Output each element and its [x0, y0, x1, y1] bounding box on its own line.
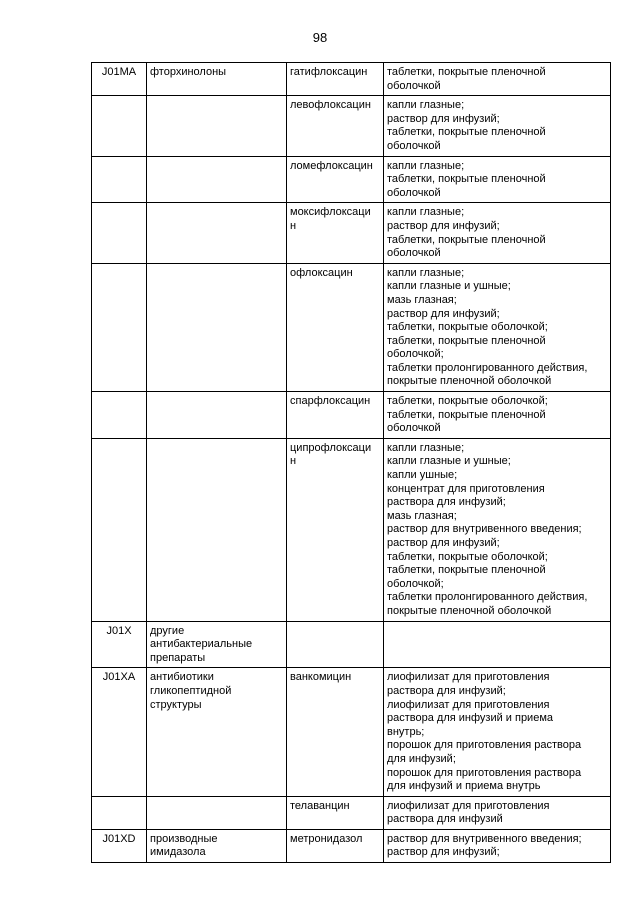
- table-row: [92, 829, 611, 862]
- dosage-forms-cell: [384, 796, 611, 829]
- dosage-form-line: раствора для инфузий и приема: [387, 712, 554, 725]
- dosage-form-line: раствор для внутривенного введения;: [387, 523, 582, 536]
- dosage-form-line: раствор для инфузий;: [387, 537, 500, 549]
- dosage-forms-cell: [384, 829, 611, 862]
- table-row: [92, 63, 611, 96]
- atc-code-cell: [92, 203, 147, 263]
- dosage-form-line: капли глазные;: [387, 159, 465, 172]
- dosage-form-line: капли глазные и ушные;: [387, 455, 511, 468]
- drug-name-cell: [287, 829, 384, 862]
- dosage-form-line: для инфузий и приема внутрь: [387, 780, 541, 793]
- dosage-form-line: для инфузий;: [387, 752, 456, 765]
- drug-name-line: офлоксацин: [290, 266, 353, 279]
- dosage-form-line: оболочкой;: [387, 577, 444, 590]
- dosage-form-line: оболочкой;: [387, 348, 444, 361]
- dosage-form-line: таблетки, покрытые пленочной: [387, 334, 546, 347]
- drug-name-cell: [287, 63, 384, 96]
- drug-name-line: н: [290, 455, 297, 468]
- dosage-forms-cell: [384, 203, 611, 263]
- dosage-form-line: раствор для инфузий;: [387, 219, 500, 232]
- dosage-form-line: таблетки, покрытые оболочкой;: [387, 395, 548, 408]
- dosage-form-line: раствор для инфузий;: [387, 846, 500, 859]
- dosage-forms-cell: [384, 263, 611, 391]
- dosage-form-line: оболочкой: [387, 186, 441, 199]
- dosage-form-line: мазь глазная;: [387, 509, 457, 522]
- drug-name-cell: [287, 621, 384, 668]
- dosage-form-line: покрытые пленочной оболочкой: [387, 604, 552, 617]
- table-row: [92, 263, 611, 391]
- dosage-form-line: внутрь;: [387, 725, 425, 738]
- dosage-form-line: концентрат для приготовления: [387, 482, 545, 495]
- drug-name-cell: [287, 96, 384, 156]
- table-row: [92, 668, 611, 796]
- dosage-form-line: лиофилизат для приготовления: [387, 799, 550, 812]
- dosage-form-line: мазь глазная;: [387, 293, 457, 306]
- group-line: структуры: [150, 698, 202, 711]
- dosage-form-line: таблетки, покрытые оболочкой;: [387, 550, 548, 563]
- dosage-form-line: раствор для инфузий;: [387, 307, 500, 320]
- dosage-form-line: таблетки, покрытые пленочной: [387, 66, 546, 78]
- dosage-form-line: таблетки, покрытые пленочной: [387, 126, 546, 139]
- dosage-form-line: оболочкой: [387, 79, 441, 92]
- table-row: [92, 621, 611, 668]
- table-body: [92, 63, 611, 863]
- group-line: производные: [150, 832, 218, 845]
- dosage-form-line: оболочкой: [387, 247, 441, 260]
- group-line: фторхинолоны: [150, 66, 227, 78]
- drug-name-cell: [287, 438, 384, 621]
- group-cell: [147, 829, 287, 862]
- atc-code-cell: [92, 438, 147, 621]
- group-line: препараты: [150, 651, 206, 664]
- group-line: антибиотики: [150, 671, 214, 684]
- dosage-forms-cell: [384, 668, 611, 796]
- dosage-forms-cell: [384, 156, 611, 203]
- drug-table: [91, 62, 611, 863]
- group-cell: [147, 96, 287, 156]
- dosage-forms-cell: [384, 438, 611, 621]
- drug-name-line: ломефлоксацин: [290, 159, 373, 172]
- group-line: другие: [150, 624, 185, 637]
- dosage-form-line: таблетки пролонгированного действия,: [387, 361, 588, 374]
- dosage-forms-cell: [384, 621, 611, 668]
- table-row: [92, 203, 611, 263]
- drug-name-cell: [287, 668, 384, 796]
- drug-name-line: спарфлоксацин: [290, 395, 371, 408]
- atc-code-cell: [92, 392, 147, 439]
- dosage-form-line: покрытые пленочной оболочкой: [387, 375, 552, 388]
- atc-code-cell: [92, 263, 147, 391]
- page-number: 98: [312, 30, 328, 45]
- drug-name-cell: [287, 156, 384, 203]
- atc-code-cell: [92, 156, 147, 203]
- drug-name-line: телаванцин: [290, 799, 350, 812]
- dosage-form-line: капли глазные;: [387, 266, 465, 279]
- group-cell: [147, 203, 287, 263]
- dosage-form-line: порошок для приготовления раствора: [387, 739, 582, 752]
- group-cell: [147, 63, 287, 96]
- dosage-form-line: раствора для инфузий;: [387, 496, 506, 509]
- drug-name-line: метронидазол: [290, 832, 363, 845]
- dosage-form-line: порошок для приготовления раствора: [387, 766, 582, 779]
- dosage-form-line: капли ушные;: [387, 469, 458, 482]
- dosage-form-line: раствора для инфузий;: [387, 684, 506, 697]
- atc-code-cell: J01MA: [92, 63, 147, 96]
- drug-name-line: левофлоксацин: [290, 99, 371, 112]
- group-line: гликопептидной: [150, 684, 232, 697]
- atc-code-cell: J01XD: [92, 829, 147, 862]
- dosage-form-line: оболочкой: [387, 139, 441, 152]
- group-cell: [147, 263, 287, 391]
- dosage-form-line: таблетки, покрытые пленочной: [387, 408, 546, 421]
- dosage-form-line: таблетки, покрытые пленочной: [387, 564, 546, 577]
- group-cell: [147, 392, 287, 439]
- atc-code-cell: [92, 96, 147, 156]
- group-cell: [147, 156, 287, 203]
- drug-name-cell: [287, 203, 384, 263]
- dosage-form-line: таблетки пролонгированного действия,: [387, 591, 588, 604]
- dosage-form-line: капли глазные;: [387, 441, 465, 454]
- table-row: [92, 438, 611, 621]
- group-cell: [147, 621, 287, 668]
- dosage-form-line: капли глазные;: [387, 206, 465, 219]
- table-row: [92, 156, 611, 203]
- dosage-form-line: лиофилизат для приготовления: [387, 671, 550, 684]
- dosage-form-line: капли глазные и ушные;: [387, 280, 511, 293]
- atc-code-cell: J01XA: [92, 668, 147, 796]
- dosage-form-line: раствор для инфузий;: [387, 112, 500, 125]
- dosage-forms-cell: [384, 63, 611, 96]
- dosage-form-line: раствора для инфузий: [387, 813, 503, 826]
- drug-name-line: н: [290, 219, 297, 232]
- drug-name-cell: [287, 392, 384, 439]
- table-row: [92, 96, 611, 156]
- dosage-form-line: лиофилизат для приготовления: [387, 698, 550, 711]
- group-line: антибактериальные: [150, 638, 253, 651]
- dosage-form-line: таблетки, покрытые пленочной: [387, 173, 546, 186]
- drug-name-line: ванкомицин: [290, 671, 352, 684]
- dosage-form-line: капли глазные;: [387, 99, 465, 112]
- group-cell: [147, 438, 287, 621]
- dosage-form-line: таблетки, покрытые пленочной: [387, 233, 546, 246]
- group-cell: [147, 796, 287, 829]
- drug-name-cell: [287, 263, 384, 391]
- drug-name-line: ципрофлоксаци: [290, 441, 372, 454]
- group-line: имидазола: [150, 846, 206, 859]
- group-cell: [147, 668, 287, 796]
- dosage-form-line: таблетки, покрытые оболочкой;: [387, 321, 548, 334]
- drug-name-line: гатифлоксацин: [290, 66, 368, 78]
- drug-name-line: моксифлоксаци: [290, 206, 371, 219]
- atc-code-cell: J01X: [92, 621, 147, 668]
- dosage-forms-cell: [384, 392, 611, 439]
- dosage-forms-cell: [384, 96, 611, 156]
- dosage-form-line: оболочкой: [387, 422, 441, 435]
- drug-name-cell: [287, 796, 384, 829]
- table-row: [92, 392, 611, 439]
- atc-code-cell: [92, 796, 147, 829]
- dosage-form-line: раствор для внутривенного введения;: [387, 832, 582, 845]
- table-row: [92, 796, 611, 829]
